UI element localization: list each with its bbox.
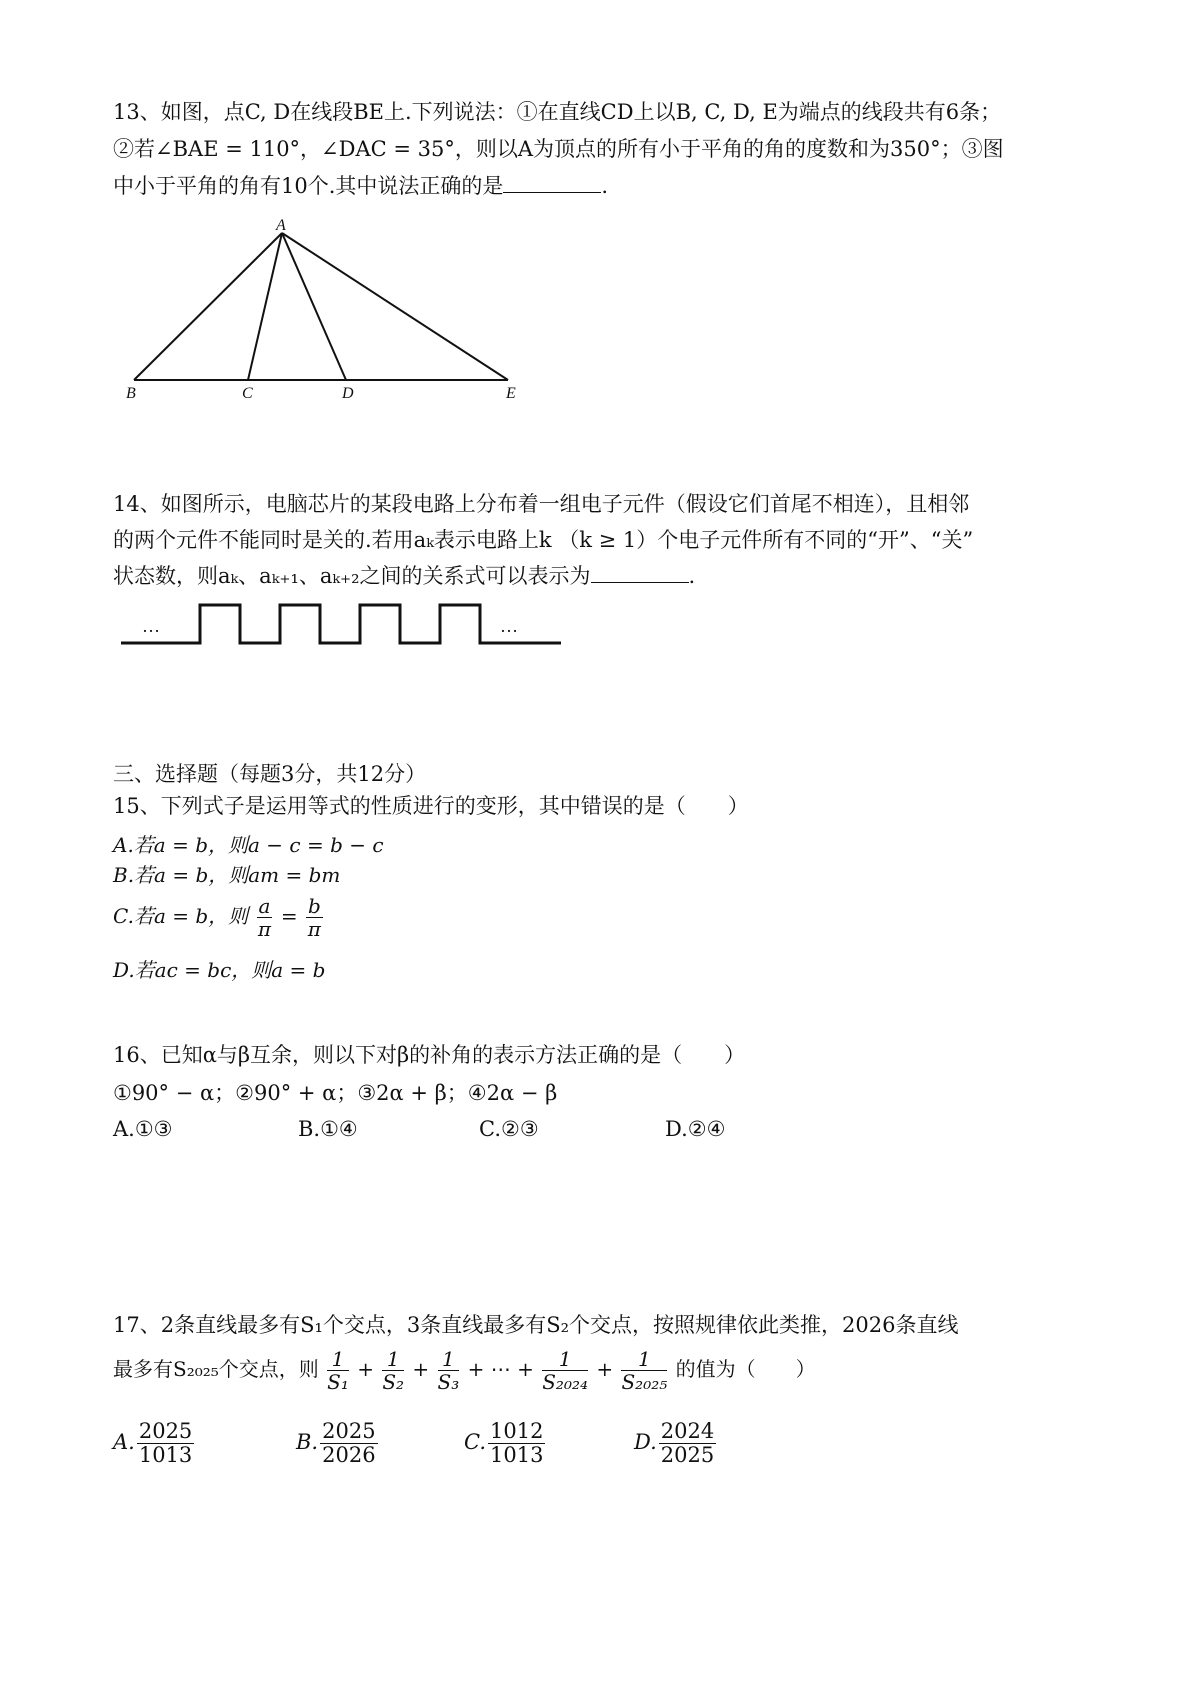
q13-line1: 13、如图，点C, D在线段BE上.下列说法：①在直线CD上以B, C, D, E为端点的线段共有6条； (113, 100, 1002, 124)
q15-equals: = (280, 904, 298, 928)
q15-option-b: B.若a = b，则am = bm (113, 863, 341, 887)
q16-stem: 16、已知α与β互余，则以下对β的补角的表示方法正确的是（ ） (113, 1043, 746, 1067)
q13-triangle-figure (0, 0, 1200, 420)
q14-line3-text: 状态数，则aₖ、aₖ₊₁、aₖ₊₂之间的关系式可以表示为 (113, 564, 591, 588)
label-B: B (126, 385, 136, 402)
q17-term-1: $\frac{1}{\text{S₁}}$ (327, 1347, 349, 1394)
q17-option-d (634, 1420, 718, 1467)
q17-plus-2: + (412, 1357, 430, 1381)
q15-option-a: A.若a = b，则a − c = b − c (113, 833, 384, 857)
q13-line3-end: . (601, 174, 609, 198)
q17-option-c-frac: $\frac{1012}{1013}$ (490, 1419, 544, 1468)
q17-ellipsis: + ⋯ + (467, 1357, 534, 1381)
q13-line2: ②若∠BAE = 110°，∠DAC = 35°，则以A为顶点的所有小于平角的角的度数和为350°；③图 (113, 137, 1004, 161)
q16-option-d: D.②④ (665, 1117, 726, 1141)
q17-option-a-frac: $\frac{2025}{1013}$ (138, 1419, 193, 1468)
q14-circuit-figure (0, 590, 600, 680)
circuit-dots-right: … (500, 616, 518, 636)
q17-term-2024: $\frac{1}{\text{S₂₀₂₄}}$ (542, 1347, 588, 1394)
q15-option-c (113, 895, 325, 940)
q15-frac-a-pi: $\frac{a}{\pi}$ (257, 894, 272, 941)
q17-option-d-frac: $\frac{2024}{2025}$ (660, 1419, 715, 1468)
circuit-dots-left: … (142, 616, 160, 636)
q14-line3-end: . (688, 564, 696, 588)
q17-option-d-letter: D. (634, 1430, 657, 1455)
segment-AD (282, 233, 346, 380)
q16-items: ①90° − α；②90° + α；③2α + β；④2α − β (113, 1081, 558, 1105)
q17-plus-1: + (357, 1357, 374, 1381)
q16-option-c: C.②③ (479, 1117, 539, 1141)
label-C: C (242, 385, 253, 402)
q17-option-a-letter: A. (113, 1430, 135, 1455)
segment-AB (134, 233, 282, 380)
q14-line1: 14、如图所示，电脑芯片的某段电路上分布着一组电子元件（假设它们首尾不相连），且相邻 (113, 492, 970, 516)
q17-plus-3: + (596, 1357, 614, 1381)
q13-line3-text: 中小于平角的角有10个.其中说法正确的是 (113, 174, 504, 198)
q17-line2-suffix: 的值为（ ） (675, 1357, 816, 1381)
q17-line2 (113, 1348, 816, 1393)
q17-option-b (296, 1420, 380, 1467)
q14-line3 (113, 564, 695, 589)
q17-line2-prefix: 最多有S₂₀₂₅个交点，则 (113, 1357, 319, 1381)
label-E: E (506, 385, 516, 402)
q17-line1: 17、2条直线最多有S₁个交点，3条直线最多有S₂个交点，按照规律依此类推，2026条直线 (113, 1313, 959, 1337)
q15-option-c-prefix: C.若a = b，则 (113, 904, 249, 928)
q17-option-c (464, 1420, 547, 1467)
q14-line2: 的两个元件不能同时是关的.若用aₖ表示电路上k （k ≥ 1）个电子元件所有不同的“开”、“关” (113, 528, 974, 552)
segment-AE (282, 233, 508, 380)
segment-AC (248, 233, 282, 380)
q15-stem: 15、下列式子是运用等式的性质进行的变形，其中错误的是（ ） (113, 794, 749, 818)
q17-term-3: $\frac{1}{\text{S₃}}$ (437, 1347, 460, 1394)
q17-option-a (113, 1420, 196, 1467)
q15-frac-b-pi: $\frac{b}{\pi}$ (307, 894, 321, 941)
label-A: A (276, 217, 286, 234)
q14-answer-blank (591, 564, 689, 583)
q17-term-2: $\frac{1}{\text{S₂}}$ (382, 1347, 405, 1394)
circuit-wire (121, 605, 561, 643)
q15-option-d: D.若ac = bc，则a = b (113, 958, 326, 982)
q17-option-b-letter: B. (296, 1430, 319, 1455)
q16-option-b: B.①④ (298, 1117, 358, 1141)
q17-option-c-letter: C. (464, 1430, 486, 1455)
q16-option-a: A.①③ (113, 1117, 173, 1141)
q17-option-b-frac: $\frac{2025}{2026}$ (322, 1419, 376, 1468)
q17-term-2025: $\frac{1}{\text{S₂₀₂₅}}$ (621, 1347, 668, 1394)
section3-title: 三、选择题（每题3分，共12分） (113, 762, 427, 786)
label-D: D (342, 385, 354, 402)
